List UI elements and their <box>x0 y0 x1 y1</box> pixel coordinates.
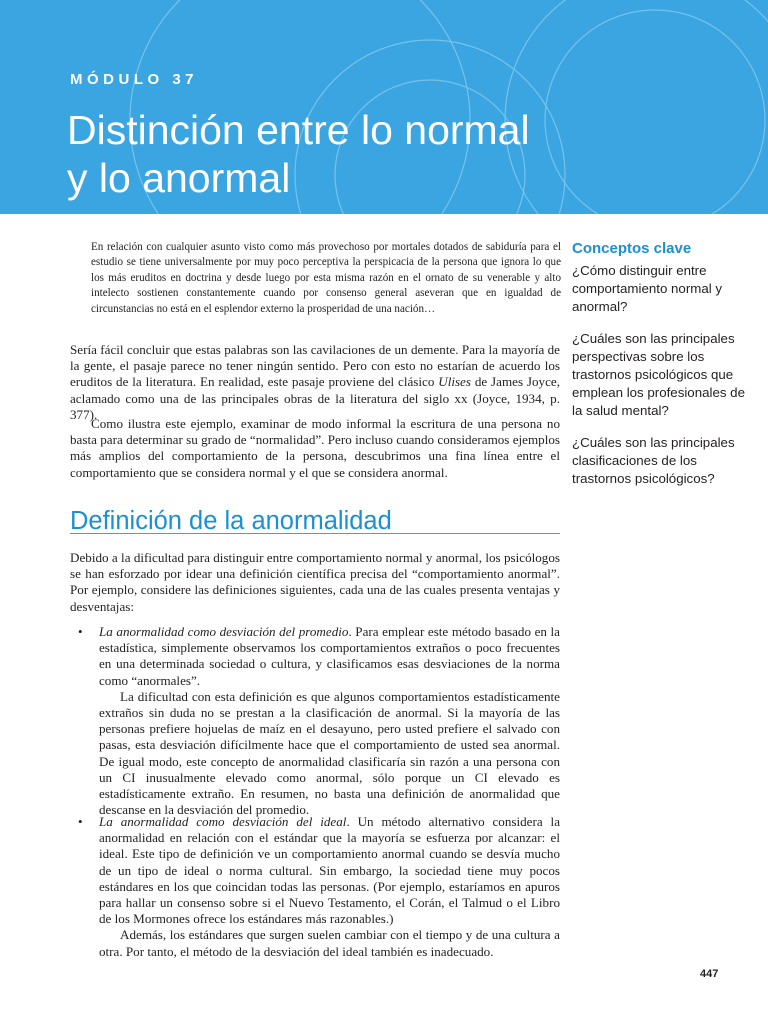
page-number: 447 <box>700 968 719 980</box>
bullet-term: La anormalidad como desviación del ideal <box>99 814 347 829</box>
book-title: Ulises <box>438 374 471 390</box>
section-divider <box>70 533 560 534</box>
intro-text: de James Joyce, aclamado como una de las principales obras de la literatura del siglo xx (Joyce, 1934, p. 377). <box>70 374 561 422</box>
bullet-text: . Para emplear este método basado en la estadística, simplemente observamos los comportamientos extraños o poco frecuentes en una determinada sociedad o cultura, y clasificamos esas desviaciones de la norma como “anormales”. <box>99 624 560 688</box>
sidebar-question: ¿Cuáles son las principales perspectivas sobre los trastornos psicológicos que emplean los profesionales de la salud mental? <box>572 331 745 418</box>
sidebar-title: Conceptos clave <box>572 240 692 257</box>
bullet-term: La anormalidad como desviación del promedio <box>99 624 349 639</box>
sidebar-question: ¿Cómo distinguir entre comportamiento normal y anormal? <box>572 263 723 314</box>
chapter-title-line-1: Distinción entre lo normal <box>67 107 530 153</box>
bullet-icon: • <box>78 814 83 829</box>
intro-text: Sería fácil concluir que estas palabras son las cavilaciones de un demente. Para la mayoría de la gente, el pasaje parece no tener ningún sentido. Pero con esto no estarían de acuerdo los eruditos de la literatura. En realidad, este pasaje proviene del clásico <box>70 342 560 390</box>
bullet-text: . Un método alternativo considera la anormalidad en relación con el estándar que la mayoría se esfuerza por alcanzar: el ideal. Este tipo de definición ve un comportamiento anormal cuando se desvía mucho de un tipo de ideal o norma cultural. Sin embargo, la sociedad tiene muy pocos estándares en los que coincidan todas las personas. (Por ejemplo, estaríamos en apuros para hallar un consenso sobre si el Nuevo Testamento, el Corán, el Talmud o el Libro de los Mormones ofrece los estándares más razonables.) <box>99 814 561 927</box>
bullet-item <box>99 624 560 818</box>
chapter-title-line-2: y lo anormal <box>67 155 291 201</box>
epigraph: En relación con cualquier asunto visto como más provechoso por mortales dotados de sabiduría para el estudio se tiene universalmente por muy poco perceptiva la perspicacia de la persona que ignora lo que los más eruditos en doctrina y desde luego por esta misma razón en el ornato de su venerable y alto intelecto sostienen constantemente cuando por consenso general aseveran que en igualdad de circunstancias no está en el esplendor externo la prosperidad de una nación… <box>91 241 561 315</box>
key-concepts-sidebar <box>572 240 752 502</box>
bullet-paragraph <box>99 624 560 689</box>
bullet-paragraph <box>99 814 560 927</box>
section-intro: Debido a la dificultad para distinguir entre comportamiento normal y anormal, los psicólogos se han esforzado por idear una definición científica precisa del “comportamiento anormal”. Por ejemplo, considere las definiciones siguientes, cada una de las cuales presenta ventajas y desventajas: <box>70 550 560 614</box>
module-header <box>0 0 768 214</box>
chapter-title <box>67 106 627 202</box>
intro-paragraph-2: Como ilustra este ejemplo, examinar de modo informal la escritura de una persona no basta para determinar su grado de “normalidad”. Pero incluso cuando consideramos ejemplos más amplios del comportamiento de la persona, descubrimos una fina línea entre el comportamiento que se considera normal y el que se considera anormal. <box>70 416 560 480</box>
module-label: MÓDULO 37 <box>70 71 199 88</box>
intro-paragraph-1 <box>70 342 560 423</box>
bullet-icon: • <box>78 624 83 639</box>
bullet-item <box>99 814 560 960</box>
sidebar-question: ¿Cuáles son las principales clasificaciones de los trastornos psicológicos? <box>572 435 735 486</box>
bullet-continuation: Además, los estándares que surgen suelen cambiar con el tiempo y de una cultura a otra. Por tanto, el método de la desviación del ideal también es inadecuado. <box>99 927 560 959</box>
section-heading: Definición de la anormalidad <box>70 507 392 535</box>
bullet-continuation: La dificultad con esta definición es que algunos comportamientos estadísticamente extraños sin duda no se prestan a la clasificación de anormal. Si la mayoría de las personas prefiere hojuelas de maíz en el desayuno, pero usted prefiere el salvado con pasas, esta desviación difícilmente hace que el comportamiento de usted sea anormal. De igual modo, este concepto de anormalidad clasificaría sin razón a una persona con un CI inusualmente elevado como anormal, sólo porque un CI elevado es estadísticamente extraño. En resumen, no basta una definición de anormalidad que descanse en la desviación del promedio. <box>99 688 560 818</box>
